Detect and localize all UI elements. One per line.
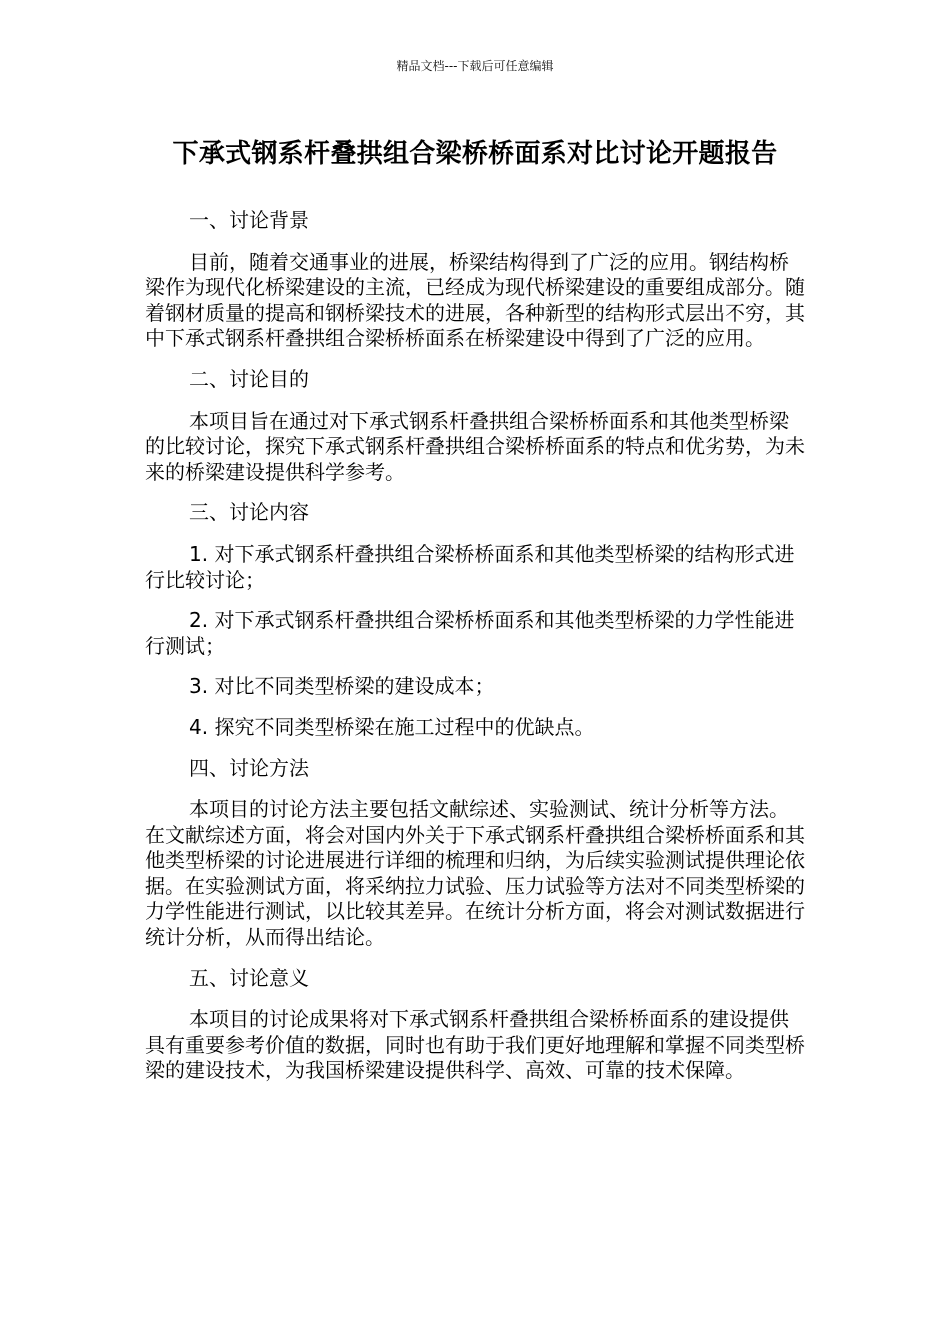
- document-title: 下承式钢系杆叠拱组合梁桥桥面系对比讨论开题报告: [172, 139, 778, 169]
- section-heading: 四、讨论方法: [189, 755, 309, 780]
- list-item: 4. 探究不同类型桥梁在施工过程中的优缺点。: [189, 714, 595, 739]
- paragraph: 本项目的讨论成果将对下承式钢系杆叠拱组合梁桥桥面系的建设提供具有重要参考价值的数据，同时也有助于我们更好地理解和掌握不同类型桥梁的建设技术，为我国桥梁建设提供科学、高效、可靠的技术保障。: [145, 1007, 805, 1083]
- section-heading: 五、讨论意义: [189, 965, 309, 990]
- list-item: 1. 对下承式钢系杆叠拱组合梁桥桥面系和其他类型桥梁的结构形式进行比较讨论；: [145, 541, 795, 592]
- paragraph: 目前，随着交通事业的进展，桥梁结构得到了广泛的应用。钢结构桥梁作为现代化桥梁建设的主流，已经成为现代桥梁建设的重要组成部分。随着钢材质量的提高和钢桥梁技术的进展，各种新型的结构形式层出不穷，其中下承式钢系杆叠拱组合梁桥桥面系在桥梁建设中得到了广泛的应用。: [145, 249, 805, 351]
- paragraph: 本项目旨在通过对下承式钢系杆叠拱组合梁桥桥面系和其他类型桥梁的比较讨论，探究下承式钢系杆叠拱组合梁桥桥面系的特点和优劣势，为未来的桥梁建设提供科学参考。: [145, 408, 805, 484]
- list-item: 3. 对比不同类型桥梁的建设成本；: [189, 674, 495, 699]
- paragraph: 本项目的讨论方法主要包括文献综述、实验测试、统计分析等方法。在文献综述方面，将会对国内外关于下承式钢系杆叠拱组合梁桥桥面系和其他类型桥梁的讨论进展进行详细的梳理和归纳，为后续实验测试提供理论依据。在实验测试方面，将采纳拉力试验、压力试验等方法对不同类型桥梁的力学性能进行测试，以比较其差异。在统计分析方面，将会对测试数据进行统计分析，从而得出结论。: [145, 797, 805, 950]
- section-heading: 三、讨论内容: [189, 500, 309, 525]
- header-note: 精品文档---下载后可任意编辑: [396, 59, 554, 73]
- section-heading: 二、讨论目的: [189, 366, 309, 391]
- document-body: [145, 208, 805, 1099]
- section-heading: 一、讨论背景: [189, 208, 309, 232]
- list-item: 2. 对下承式钢系杆叠拱组合梁桥桥面系和其他类型桥梁的力学性能进行测试；: [145, 608, 795, 658]
